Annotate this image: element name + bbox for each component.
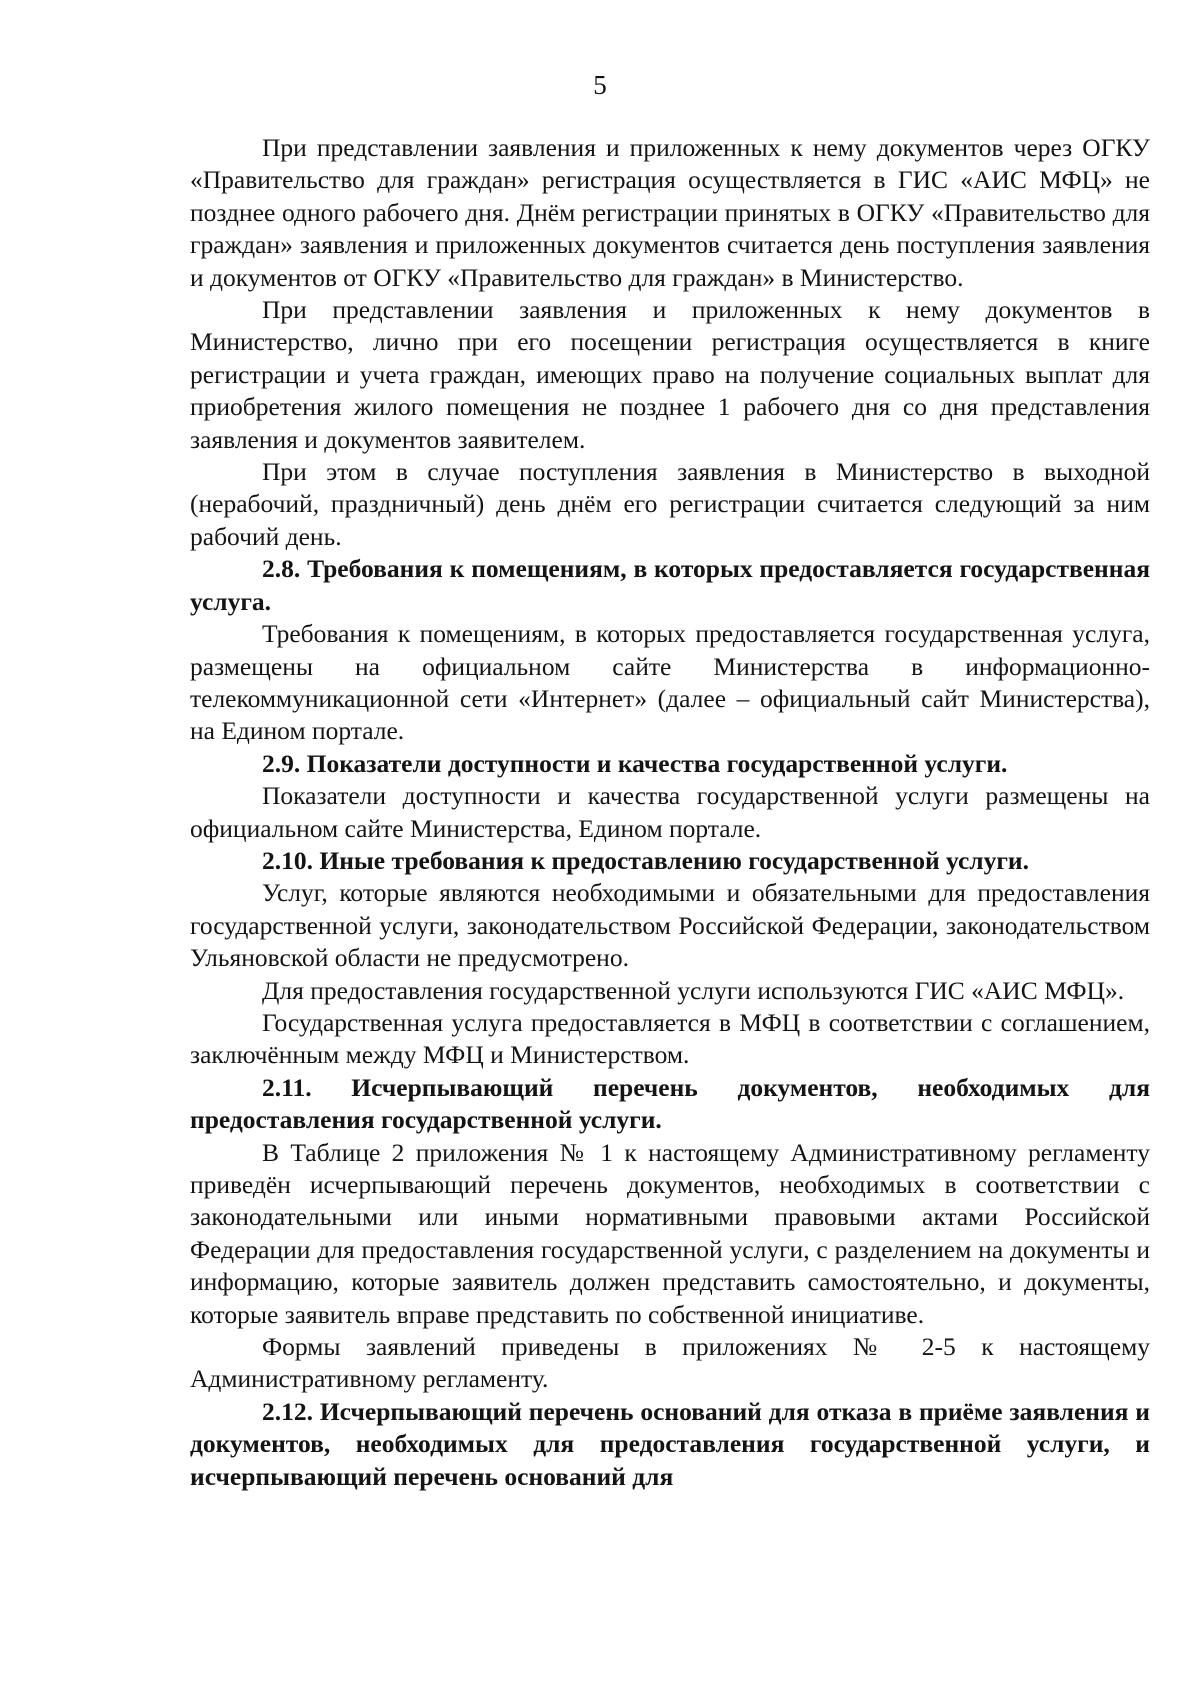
paragraph-registration-ogku: При представлении заявления и приложенных к нему документов через ОГКУ «Правительство для граждан» регистрация осуществляется в ГИС «АИС МФЦ» не позднее одного рабочего дня. Днём регистрации принятых в ОГКУ «Правительство для граждан» заявления и приложенных документов считается день поступления заявления и документов от ОГКУ «Правительство для граждан» в Министерство. <box>190 133 1150 292</box>
paragraph-gis-usage: Для предоставления государственной услуги используются ГИС «АИС МФЦ». <box>262 975 1125 1005</box>
paragraph-mfc-agreement: Государственная услуга предоставляется в МФЦ в соответствии с соглашением, заключённым между МФЦ и Министерством. <box>190 1007 1150 1070</box>
document-body <box>190 132 1150 1493</box>
paragraph-required-services: Услуг, которые являются необходимыми и обязательными для предоставления государственной услуги, законодательством Российской Федерации, законодательством Ульяновской области не предусмотрено. <box>190 878 1150 973</box>
paragraph-registration-holiday: При этом в случае поступления заявления в Министерство в выходной (нерабочий, праздничный) день днём его регистрации считается следующий за ним рабочий день. <box>190 457 1150 551</box>
paragraph-accessibility-indicators: Показатели доступности и качества государственной услуги размещены на официальном сайте Министерства, Едином портале. <box>190 781 1150 843</box>
heading-2-10: 2.10. Иные требования к предоставлению государственной услуги. <box>262 845 1030 875</box>
paragraph-premises-requirements: Требования к помещениям, в которых предоставляется государственная услуга, размещены на официальном сайте Министерства в информационно-телекоммуникационной сети «Интернет» (далее – официальный сайт Министерства), на Едином портале. <box>190 619 1150 746</box>
paragraph-application-forms: Формы заявлений приведены в приложениях № 2-5 к настоящему Административному регламенту. <box>190 1332 1150 1394</box>
heading-2-11: 2.11. Исчерпывающий перечень документов, необходимых для предоставления государственной услуги. <box>190 1072 1150 1135</box>
heading-2-12: 2.12. Исчерпывающий перечень оснований для отказа в приёме заявления и документов, необходимых для предоставления государственной услуги, и исчерпывающий перечень оснований для <box>190 1396 1150 1491</box>
heading-2-9: 2.9. Показатели доступности и качества государственной услуги. <box>262 748 1008 778</box>
heading-2-8: 2.8. Требования к помещениям, в которых предоставляется государственная услуга. <box>190 554 1150 616</box>
paragraph-registration-ministry: При представлении заявления и приложенных к нему документов в Министерство, лично при его посещении регистрация осуществляется в книге регистрации и учета граждан, имеющих право на получение социальных выплат для приобретения жилого помещения не позднее 1 рабочего дня со дня представления заявления и документов заявителем. <box>190 295 1150 454</box>
paragraph-documents-list: В Таблице 2 приложения № 1 к настоящему Административному регламенту приведён исчерпывающий перечень документов, необходимых в соответствии с законодательными или иными нормативными правовыми актами Российской Федерации для предоставления государственной услуги, с разделением на документы и информацию, которые заявитель должен представить самостоятельно, и документы, которые заявитель вправе представить по собственной инициативе. <box>190 1137 1150 1329</box>
page-number: 5 <box>593 70 607 100</box>
